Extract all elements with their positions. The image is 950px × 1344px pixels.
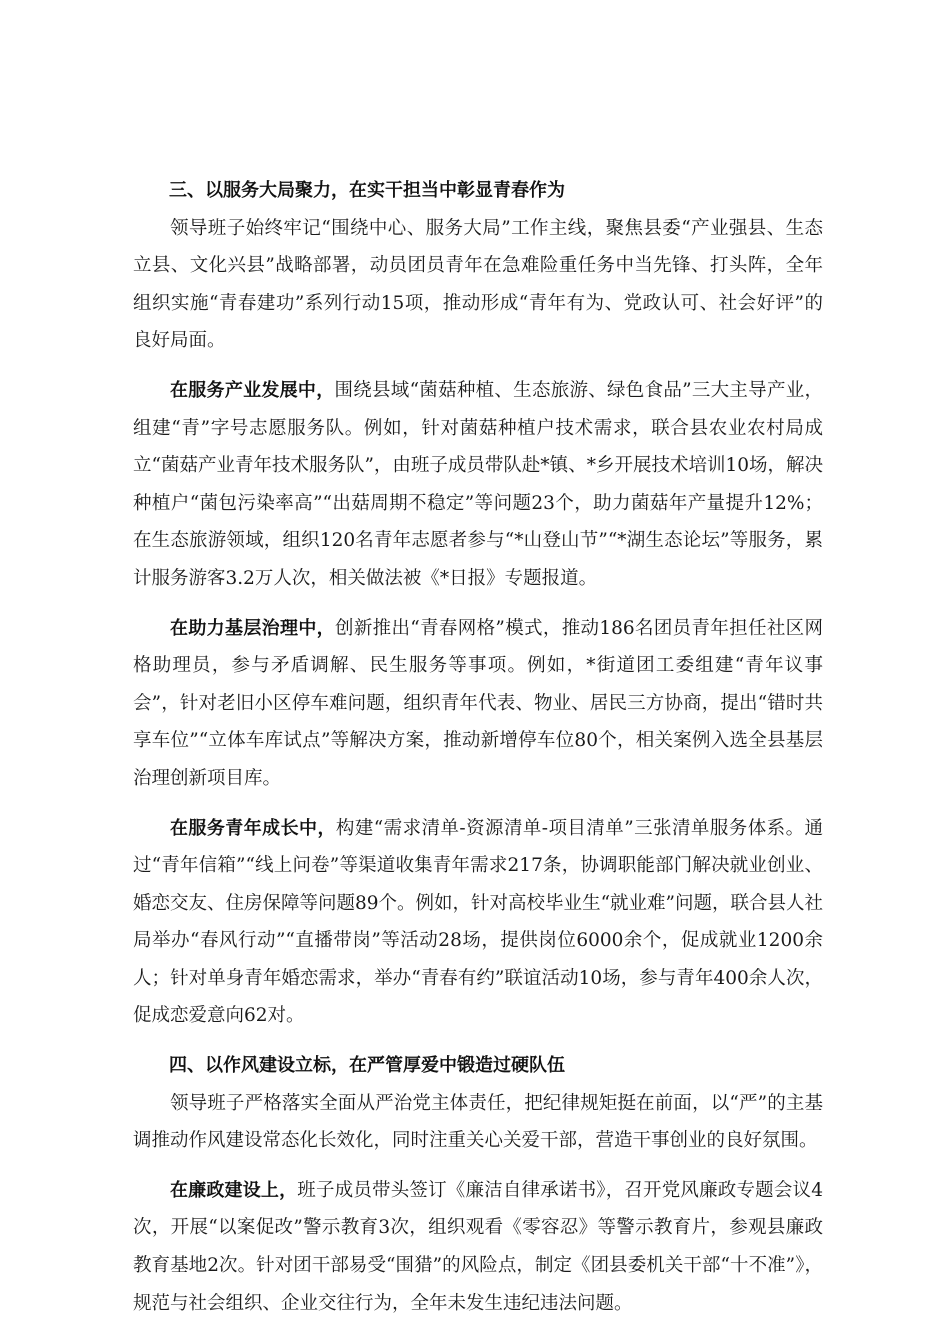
paragraph-lead: 在服务产业发展中，	[170, 379, 335, 401]
paragraph	[133, 1172, 823, 1322]
paragraph-text: 领导班子始终牢记“围绕中心、服务大局”工作主线，聚焦县委“产业强县、生态立县、文化兴县”战略部署，动员团员青年在急难险重任务中当先锋、打头阵，全年组织实施“青春建功”系列行动15项，推动形成“青年有为、党政认可、社会好评”的良好局面。	[133, 217, 823, 352]
paragraph	[133, 210, 823, 360]
paragraph-text: 构建“需求清单-资源清单-项目清单”三张清单服务体系。通过“青年信箱”“线上问卷”等渠道收集青年需求217条，协调职能部门解决就业创业、婚恋交友、住房保障等问题89个。例如，针对高校毕业生“就业难”问题，联合县人社局举办“春风行动”“直播带岗”等活动28场，提供岗位6000余个，促成就业1200余人；针对单身青年婚恋需求，举办“青春有约”联谊活动10场，参与青年400余人次，促成恋爱意向62对。	[133, 817, 824, 1027]
paragraph-lead: 在助力基层治理中，	[170, 617, 335, 639]
paragraph	[133, 372, 823, 598]
paragraph-text: 领导班子严格落实全面从严治党主体责任，把纪律规矩挺在前面，以“严”的主基调推动作风建设常态化长效化，同时注重关心关爱干部，营造干事创业的良好氛围。	[133, 1092, 823, 1152]
paragraph	[133, 1085, 823, 1160]
paragraph-text: 创新推出“青春网格”模式，推动186名团员青年担任社区网格助理员，参与矛盾调解、民生服务等事项。例如，*街道团工委组建“青年议事会”，针对老旧小区停车难问题，组织青年代表、物业、居民三方协商，提出“错时共享车位”“立体车库试点”等解决方案，推动新增停车位80个，相关案例入选全县基层治理创新项目库。	[133, 617, 823, 789]
paragraph-lead: 在服务青年成长中，	[170, 817, 336, 839]
paragraph	[133, 810, 823, 1036]
paragraph-text: 围绕县域“菌菇种植、生态旅游、绿色食品”三大主导产业，组建“青”字号志愿服务队。例如，针对菌菇种植户技术需求，联合县农业农村局成立“菌菇产业青年技术服务队”，由班子成员带队赴*镇、*乡开展技术培训10场，解决种植户“菌包污染率高”“出菇周期不稳定”等问题23个，助力菌菇年产量提升12%；在生态旅游领域，组织120名青年志愿者参与“*山登山节”“*湖生态论坛”等服务，累计服务游客3.2万人次，相关做法被《*日报》专题报道。	[133, 379, 824, 589]
paragraph-text: 班子成员带头签订《廉洁自律承诺书》，召开党风廉政专题会议4次，开展“以案促改”警示教育3次，组织观看《零容忍》等警示教育片，参观县廉政教育基地2次。针对团干部易受“围猎”的风险点，制定《团县委机关干部“十不准”》，规范与社会组织、企业交往行为，全年未发生违纪违法问题。	[133, 1179, 823, 1314]
section-heading: 三、以服务大局聚力，在实干担当中彰显青春作为	[169, 180, 565, 201]
paragraph-lead: 在廉政建设上，	[170, 1179, 298, 1201]
document-body	[133, 172, 823, 1322]
section-heading: 四、以作风建设立标，在严管厚爱中锻造过硬队伍	[169, 1055, 565, 1077]
paragraph	[133, 610, 823, 798]
